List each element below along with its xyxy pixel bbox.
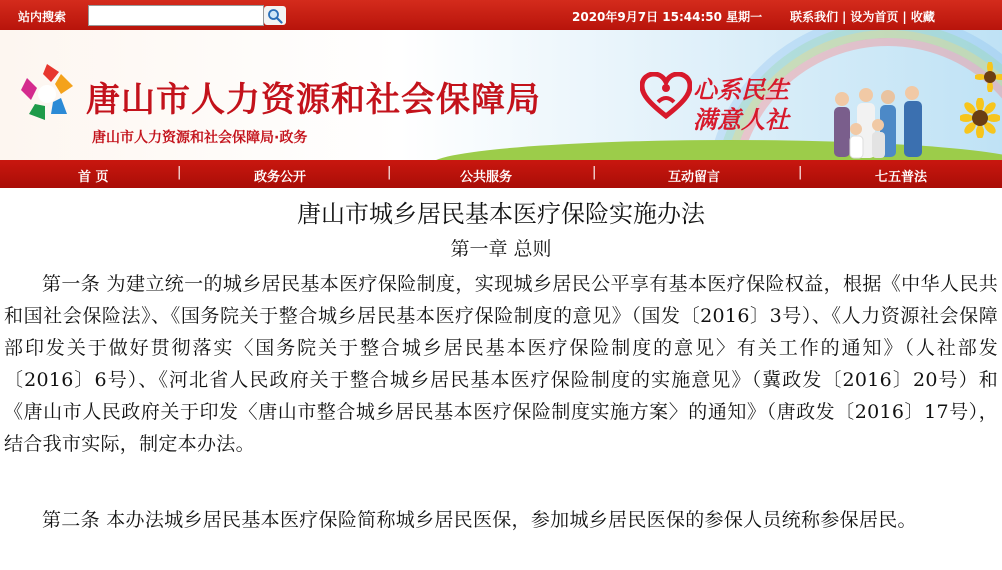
slogan-line-1: 心系民生 [693, 75, 789, 104]
link-separator: | [842, 10, 847, 24]
site-title: 唐山市人力资源和社会保障局 [86, 80, 541, 120]
search-button[interactable] [264, 6, 286, 25]
magnifier-icon [267, 8, 283, 24]
sunflower-decoration [960, 98, 1000, 138]
header-banner [0, 30, 1002, 160]
nav-separator: | [387, 165, 392, 180]
link-separator: | [902, 10, 907, 24]
nav-separator: | [592, 165, 597, 180]
family-photo [826, 85, 936, 160]
slogan-line-2: 满意人社 [693, 105, 789, 134]
set-homepage-link[interactable]: 设为首页 [850, 10, 899, 24]
nav-government-affairs[interactable]: 政务公开 [254, 170, 307, 185]
search-input[interactable] [88, 5, 264, 26]
top-bar [0, 0, 1002, 30]
nav-separator: | [177, 165, 182, 180]
nav-public-service[interactable]: 公共服务 [460, 170, 513, 185]
article-title: 唐山市城乡居民基本医疗保险实施办法 [297, 200, 705, 228]
sunflower-decoration [975, 62, 1002, 92]
heart-person-icon [640, 72, 692, 120]
bureau-logo-icon [15, 60, 79, 124]
current-datetime: 2020年9月7日 15:44:50 星期一 [572, 10, 763, 24]
nav-interactive-message[interactable]: 互动留言 [668, 170, 721, 185]
nav-legal-education[interactable]: 七五普法 [875, 170, 928, 185]
nav-separator: | [798, 165, 803, 180]
bookmark-link[interactable]: 收藏 [910, 10, 935, 24]
main-navigation [0, 160, 1002, 188]
nav-home[interactable]: 首 页 [78, 170, 109, 185]
site-subtitle: 唐山市人力资源和社会保障局·政务 [92, 130, 308, 146]
article-paragraph: 第二条 本办法城乡居民基本医疗保险简称城乡居民医保，参加城乡居民医保的参保人员统称参保居民。 [42, 509, 917, 531]
top-links [790, 8, 935, 25]
chapter-heading: 第一章 总则 [450, 238, 552, 260]
search-label: 站内搜索 [18, 10, 67, 24]
contact-us-link[interactable]: 联系我们 [790, 10, 839, 24]
article-paragraph: 第一条 为建立统一的城乡居民基本医疗保险制度，实现城乡居民公平享有基本医疗保险权益，根据《中华人民共和国社会保险法》、《国务院关于整合城乡居民基本医疗保险制度的意见》（国发〔2016〕3号）、《人力资源社会保障部印发关于做好贯彻落实〈国务院关于整合城乡居民基本医疗保险制度的意见〉有关工作的通知》（人社部发〔2016〕6号）、《河北省人民政府关于整合城乡居民基本医疗保险制度的实施意见》（冀政发〔2016〕20号）和《唐山市人民政府关于印发〈唐山市整合城乡居民基本医疗保险制度实施方案〉的通知》（唐政发〔2016〕17号），结合我市实际，制定本办法。 [4, 273, 998, 455]
